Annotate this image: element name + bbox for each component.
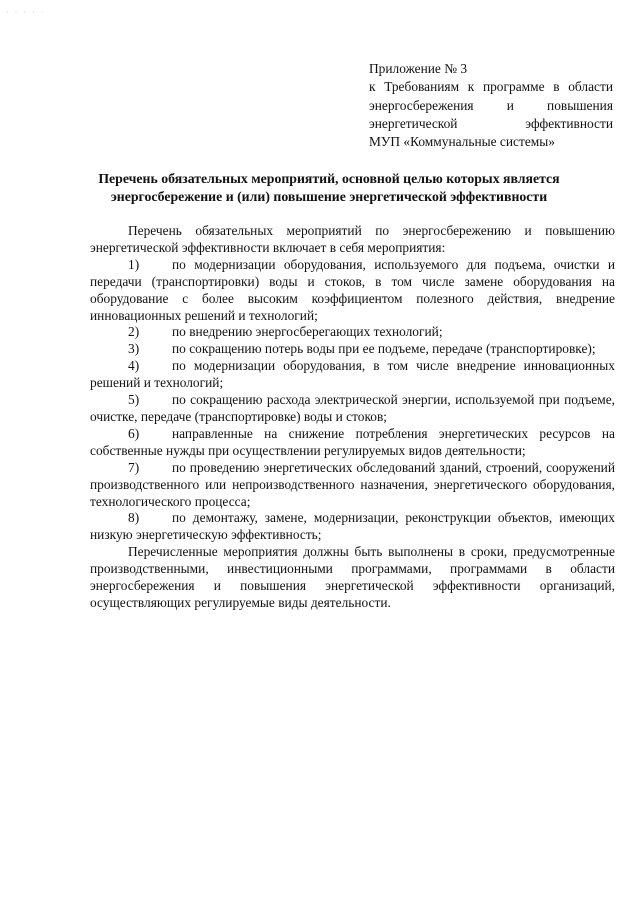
appendix-header (369, 60, 613, 151)
closing-paragraph: Перечисленные мероприятия должны быть выполнены в сроки, предусмотренные производственными, инвестиционными программами, программами в области энергосбережения и повышения энергетической эффективности организаций, осуществляющих регулируемые виды деятельности. (90, 544, 615, 610)
item-number: 3) (128, 341, 140, 357)
list-item (90, 358, 615, 392)
item-number: 7) (128, 459, 140, 475)
list-item (90, 257, 615, 325)
list-item (90, 341, 615, 358)
item-text: по сокращению потерь воды при ее подъеме, передаче (транспортировке); (172, 341, 596, 357)
item-text: по сокращению расхода электрической энергии, используемой при подъеме, очистке, передаче (транспортировке) воды и стоков; (90, 392, 615, 424)
item-text: по внедрению энергосберегающих технологий; (172, 324, 443, 340)
appendix-line-1: к Требованиям к программе в области (369, 79, 613, 95)
item-text: по модернизации оборудования, в том числе внедрение инновационных решений и технологий; (90, 358, 615, 391)
list-item (90, 392, 615, 426)
item-text: по модернизации оборудования, используемого для подъема, очистки и передачи (транспортировки) воды и стоков, в том числе замене оборудования на оборудование с более высоким коэффициентом полезного действия, внедрение инновационных решений и технологий; (90, 256, 615, 323)
item-number: 4) (128, 358, 140, 374)
appendix-organization: МУП «Коммунальные системы» (369, 134, 555, 150)
item-text: по проведению энергетических обследований зданий, строений, сооружений производственного или непроизводственного назначения, энергетического оборудования, технологического процесса; (90, 459, 615, 509)
item-text: направленные на снижение потребления энергетических ресурсов на собственные нужды при осуществлении регулируемых видов деятельности; (90, 425, 615, 458)
list-item (90, 510, 615, 544)
item-number: 8) (128, 510, 140, 526)
item-number: 2) (128, 324, 140, 340)
scan-artifact: · · · · · (6, 8, 46, 17)
intro-paragraph: Перечень обязательных мероприятий по энергосбережению и повышению энергетической эффективности включает в себя мероприятия: (90, 223, 615, 255)
item-text: по демонтажу, замене, модернизации, реконструкции объектов, имеющих низкую энергетическую эффективность; (90, 510, 615, 543)
item-number: 6) (128, 425, 140, 441)
appendix-line-3: энергетической эффективности (369, 115, 613, 131)
appendix-line-2: энергосбережения и повышения (369, 97, 613, 113)
appendix-number: Приложение № 3 (369, 61, 468, 76)
item-number: 1) (128, 256, 140, 272)
list-item (90, 460, 615, 511)
list-item (90, 324, 615, 341)
list-item (90, 426, 615, 460)
item-number: 5) (128, 392, 140, 408)
document-title: Перечень обязательных мероприятий, основной целью которых является энергосбережение и (или) повышение энергетической эффективности (98, 171, 560, 204)
document-body (90, 223, 615, 612)
